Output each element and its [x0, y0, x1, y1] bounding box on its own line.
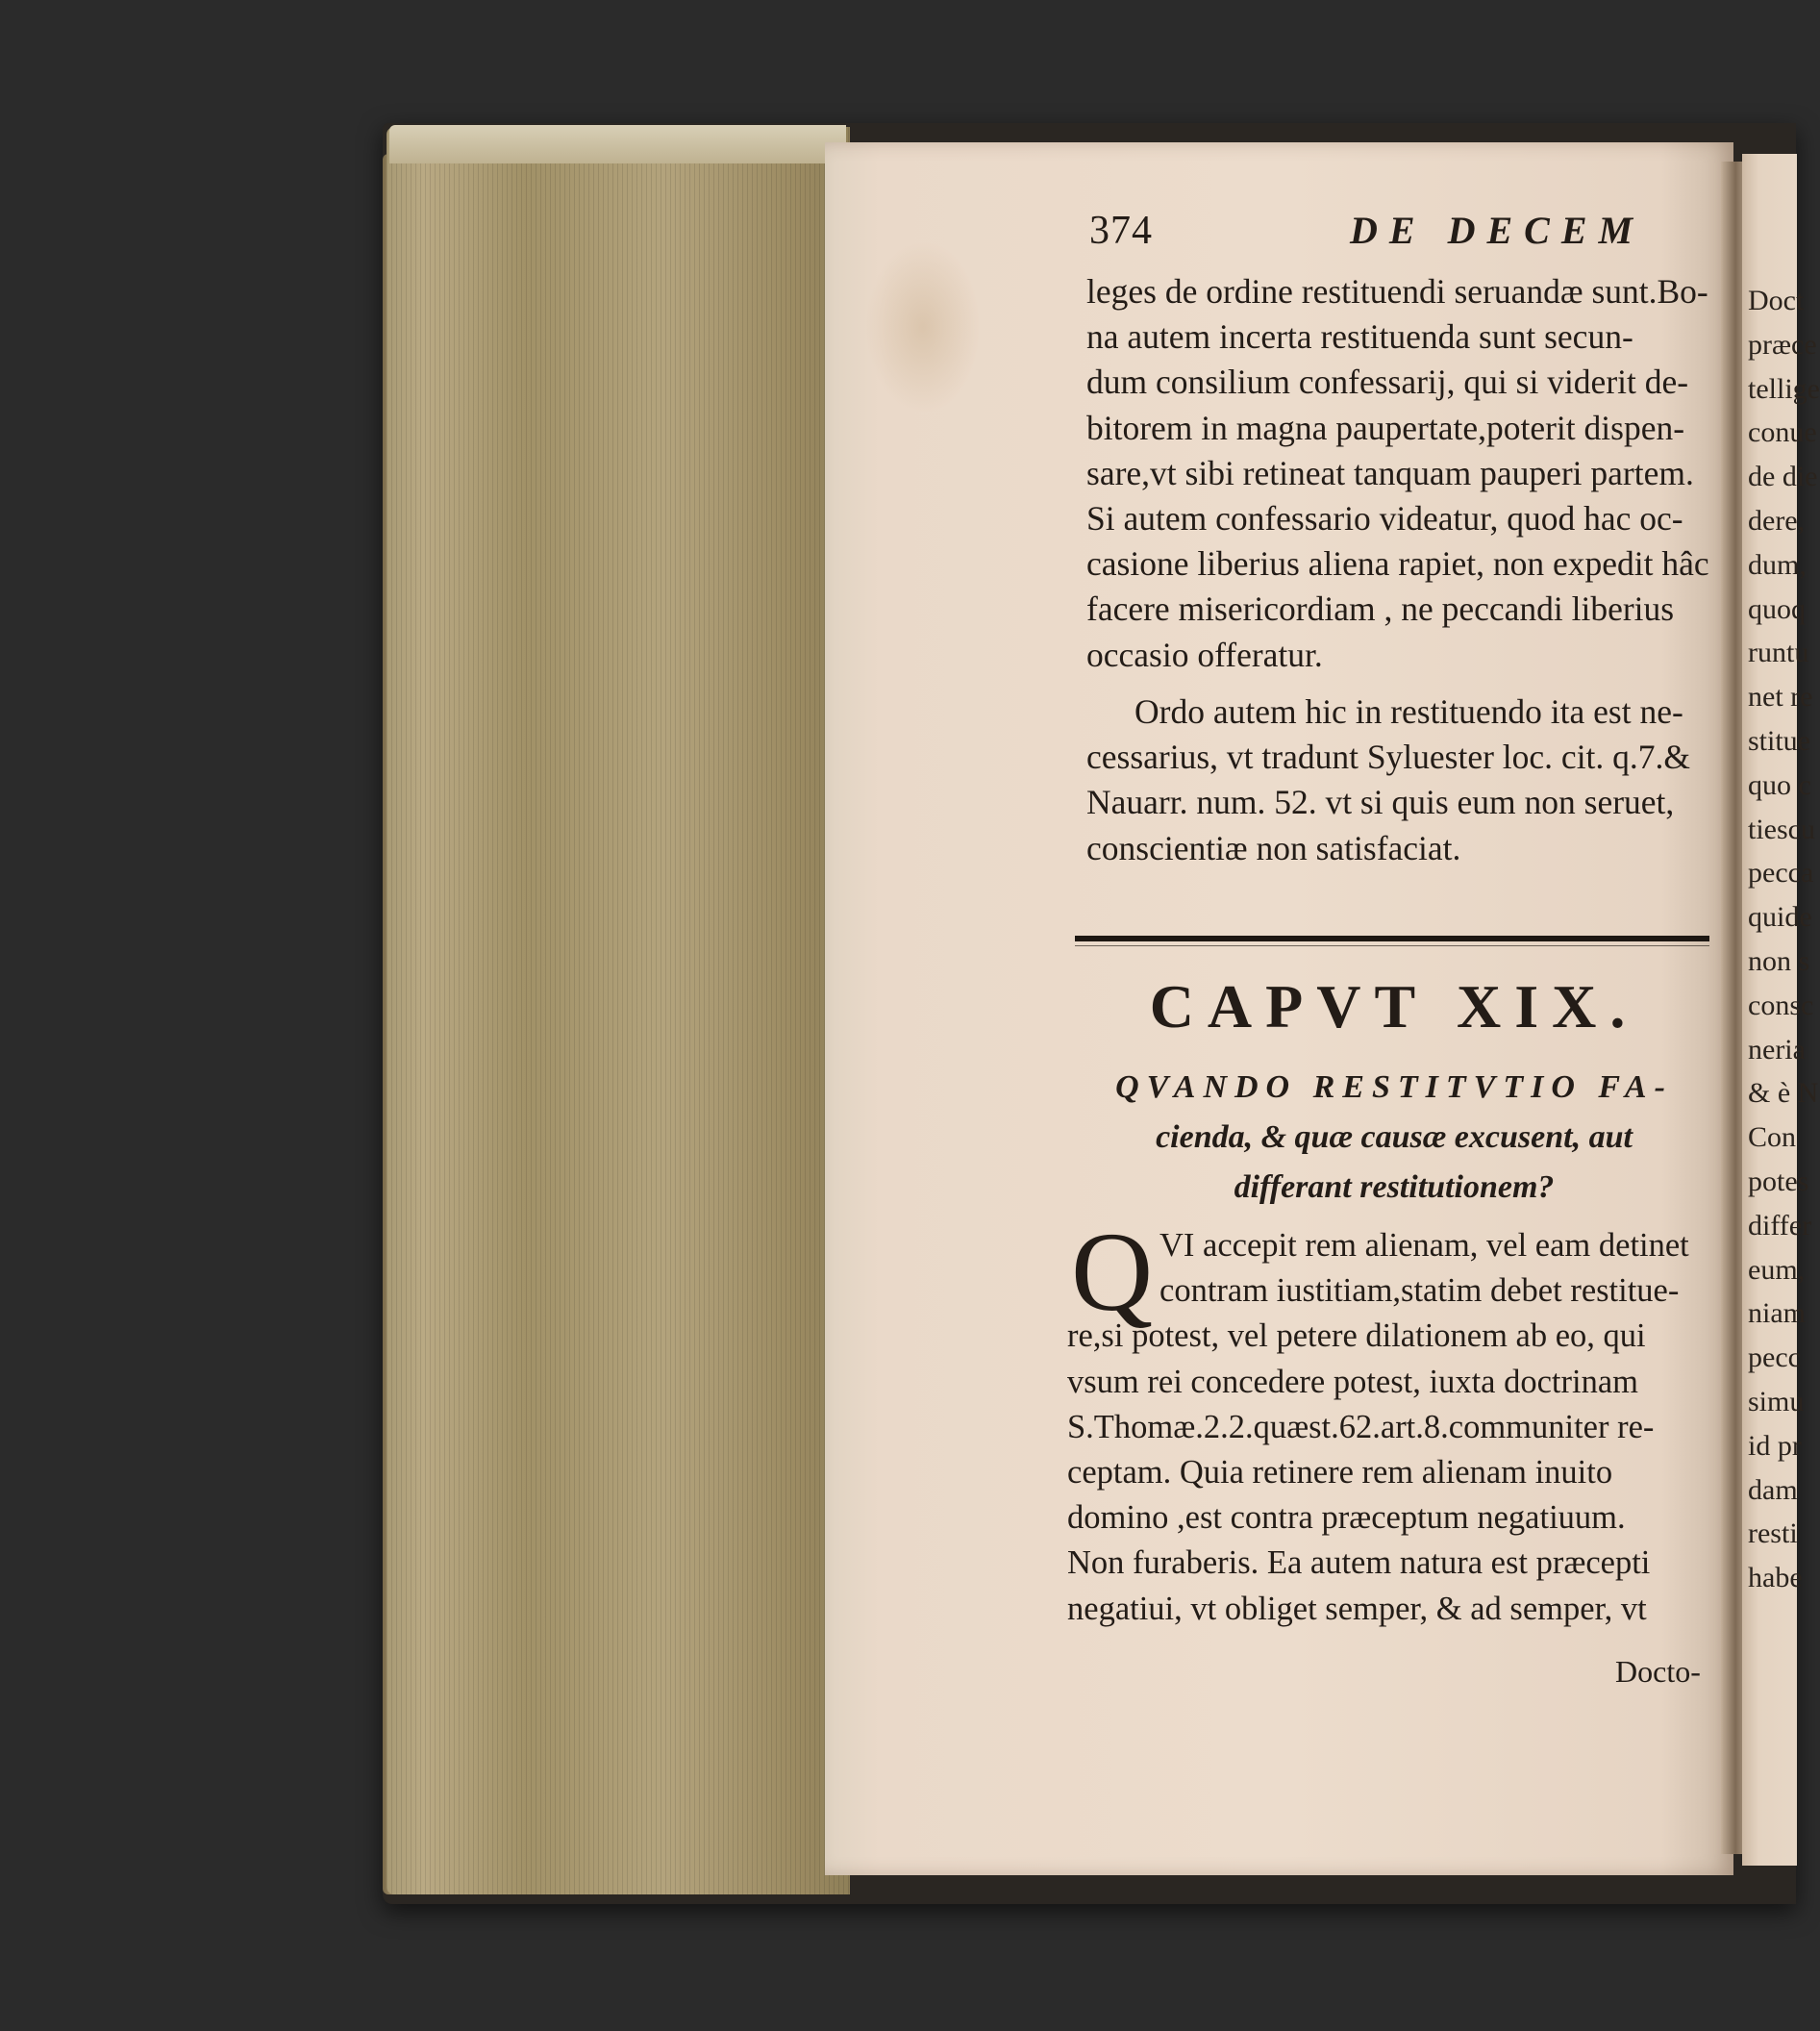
facing-line: resti — [1748, 1517, 1798, 1550]
chapter-title: CAPVT XIX. — [1149, 972, 1639, 1041]
text-line: facere misericordiam , ne peccandi liberius — [1086, 589, 1675, 629]
text-line: cessarius, vt tradunt Syluester loc. cit. q.7.& — [1086, 738, 1691, 777]
text-line: casione liberius aliena rapiet, non expedit hâc — [1086, 544, 1709, 584]
text-line: Ordo autem hic in restituendo ita est ne- — [1134, 692, 1683, 731]
text-line: Si autem confessario videatur, quod hac oc- — [1086, 498, 1683, 538]
text-line: S.Thomæ.2.2.quæst.62.art.8.communiter re- — [1067, 1408, 1655, 1445]
text-line: leges de ordine restituendi seruandæ sunt.Bo- — [1086, 272, 1708, 311]
text-line: conscientiæ non satisfaciat. — [1086, 828, 1461, 867]
facing-line: tellige — [1748, 372, 1820, 405]
facing-line: niam — [1748, 1297, 1806, 1330]
facing-line: simu — [1748, 1385, 1805, 1417]
facing-line: & è N — [1748, 1077, 1819, 1110]
text-line: ceptam. Quia retinere rem alienam inuito — [1067, 1453, 1613, 1491]
facing-line: runtu — [1748, 637, 1809, 669]
text-line: VI accepit rem alienam, vel eam detinet — [1159, 1227, 1689, 1264]
text-line: vsum rei concedere potest, iuxta doctrinam — [1067, 1363, 1638, 1400]
text-line: Non furaberis. Ea autem natura est præcepti — [1067, 1544, 1651, 1582]
paragraph-3 — [1067, 1223, 1711, 1632]
text-line: negatiui, vt obliget semper, & ad semper, vt — [1067, 1590, 1647, 1627]
facing-line: quide — [1748, 901, 1812, 934]
facing-line: potes — [1748, 1165, 1809, 1197]
facing-line: Doct — [1748, 285, 1805, 316]
text-line: contram iustitiam,statim debet restitue- — [1159, 1272, 1680, 1310]
text-line: sare,vt sibi retineat tanquam pauperi partem. — [1086, 453, 1694, 492]
facing-line: de die — [1748, 461, 1818, 493]
facing-line: dam — [1748, 1473, 1798, 1506]
facing-line: conue — [1748, 416, 1817, 449]
facing-line: non s — [1748, 944, 1810, 977]
running-head: DE DECEM — [1350, 209, 1645, 252]
page-stain — [865, 240, 981, 414]
text-line: occasio offeratur. — [1086, 635, 1323, 674]
text-line: bitorem in magna paupertate,poterit dispen- — [1086, 408, 1685, 447]
chapter-rule — [1075, 936, 1709, 941]
paragraph-2 — [1086, 690, 1711, 871]
facing-line: dum, — [1748, 548, 1807, 581]
page-number: 374 — [1089, 209, 1153, 253]
page-block-top — [389, 125, 846, 163]
facing-line: tiescu — [1748, 813, 1815, 845]
chapter-rule-thin — [1075, 945, 1709, 946]
subtitle-line: cienda, & quæ causæ excusent, aut — [1156, 1119, 1633, 1155]
facing-line: Con — [1748, 1121, 1797, 1154]
page-block-edge — [386, 127, 850, 1894]
facing-line: net re — [1748, 681, 1813, 714]
facing-page-text — [1748, 279, 1820, 1600]
paragraph-1 — [1086, 269, 1711, 678]
facing-line: pecc — [1748, 1341, 1801, 1374]
chapter-subtitle — [1077, 1063, 1711, 1213]
catchword: Docto- — [1615, 1654, 1701, 1689]
subtitle-line: differant restitutionem? — [1234, 1169, 1555, 1205]
facing-line: habe — [1748, 1562, 1803, 1594]
text-line: domino ,est contra præceptum negatiuum. — [1067, 1499, 1626, 1537]
facing-line: id pr — [1748, 1429, 1802, 1462]
facing-line: dere, — [1748, 504, 1806, 537]
facing-line: eum, — [1748, 1253, 1806, 1286]
facing-line: stitue — [1748, 724, 1810, 757]
facing-line: quo c — [1748, 768, 1811, 801]
facing-line: differ — [1748, 1209, 1812, 1241]
facing-line: consc — [1748, 989, 1814, 1021]
text-line: na autem incerta restituenda sunt secun- — [1086, 317, 1633, 357]
text-line: dum consilium confessarij, qui si viderit de- — [1086, 363, 1689, 402]
drop-cap: Q — [1071, 1209, 1154, 1335]
facing-line: præce — [1748, 328, 1817, 361]
facing-line: pecca — [1748, 857, 1814, 890]
text-line: Nauarr. num. 52. vt si quis eum non seruet, — [1086, 783, 1675, 822]
facing-line: neria — [1748, 1033, 1806, 1066]
facing-line: quoq — [1748, 592, 1806, 625]
text-line: re,si potest, vel petere dilationem ab eo, qui — [1067, 1317, 1646, 1355]
subtitle-line: QVANDO RESTITVTIO FA- — [1115, 1069, 1673, 1105]
